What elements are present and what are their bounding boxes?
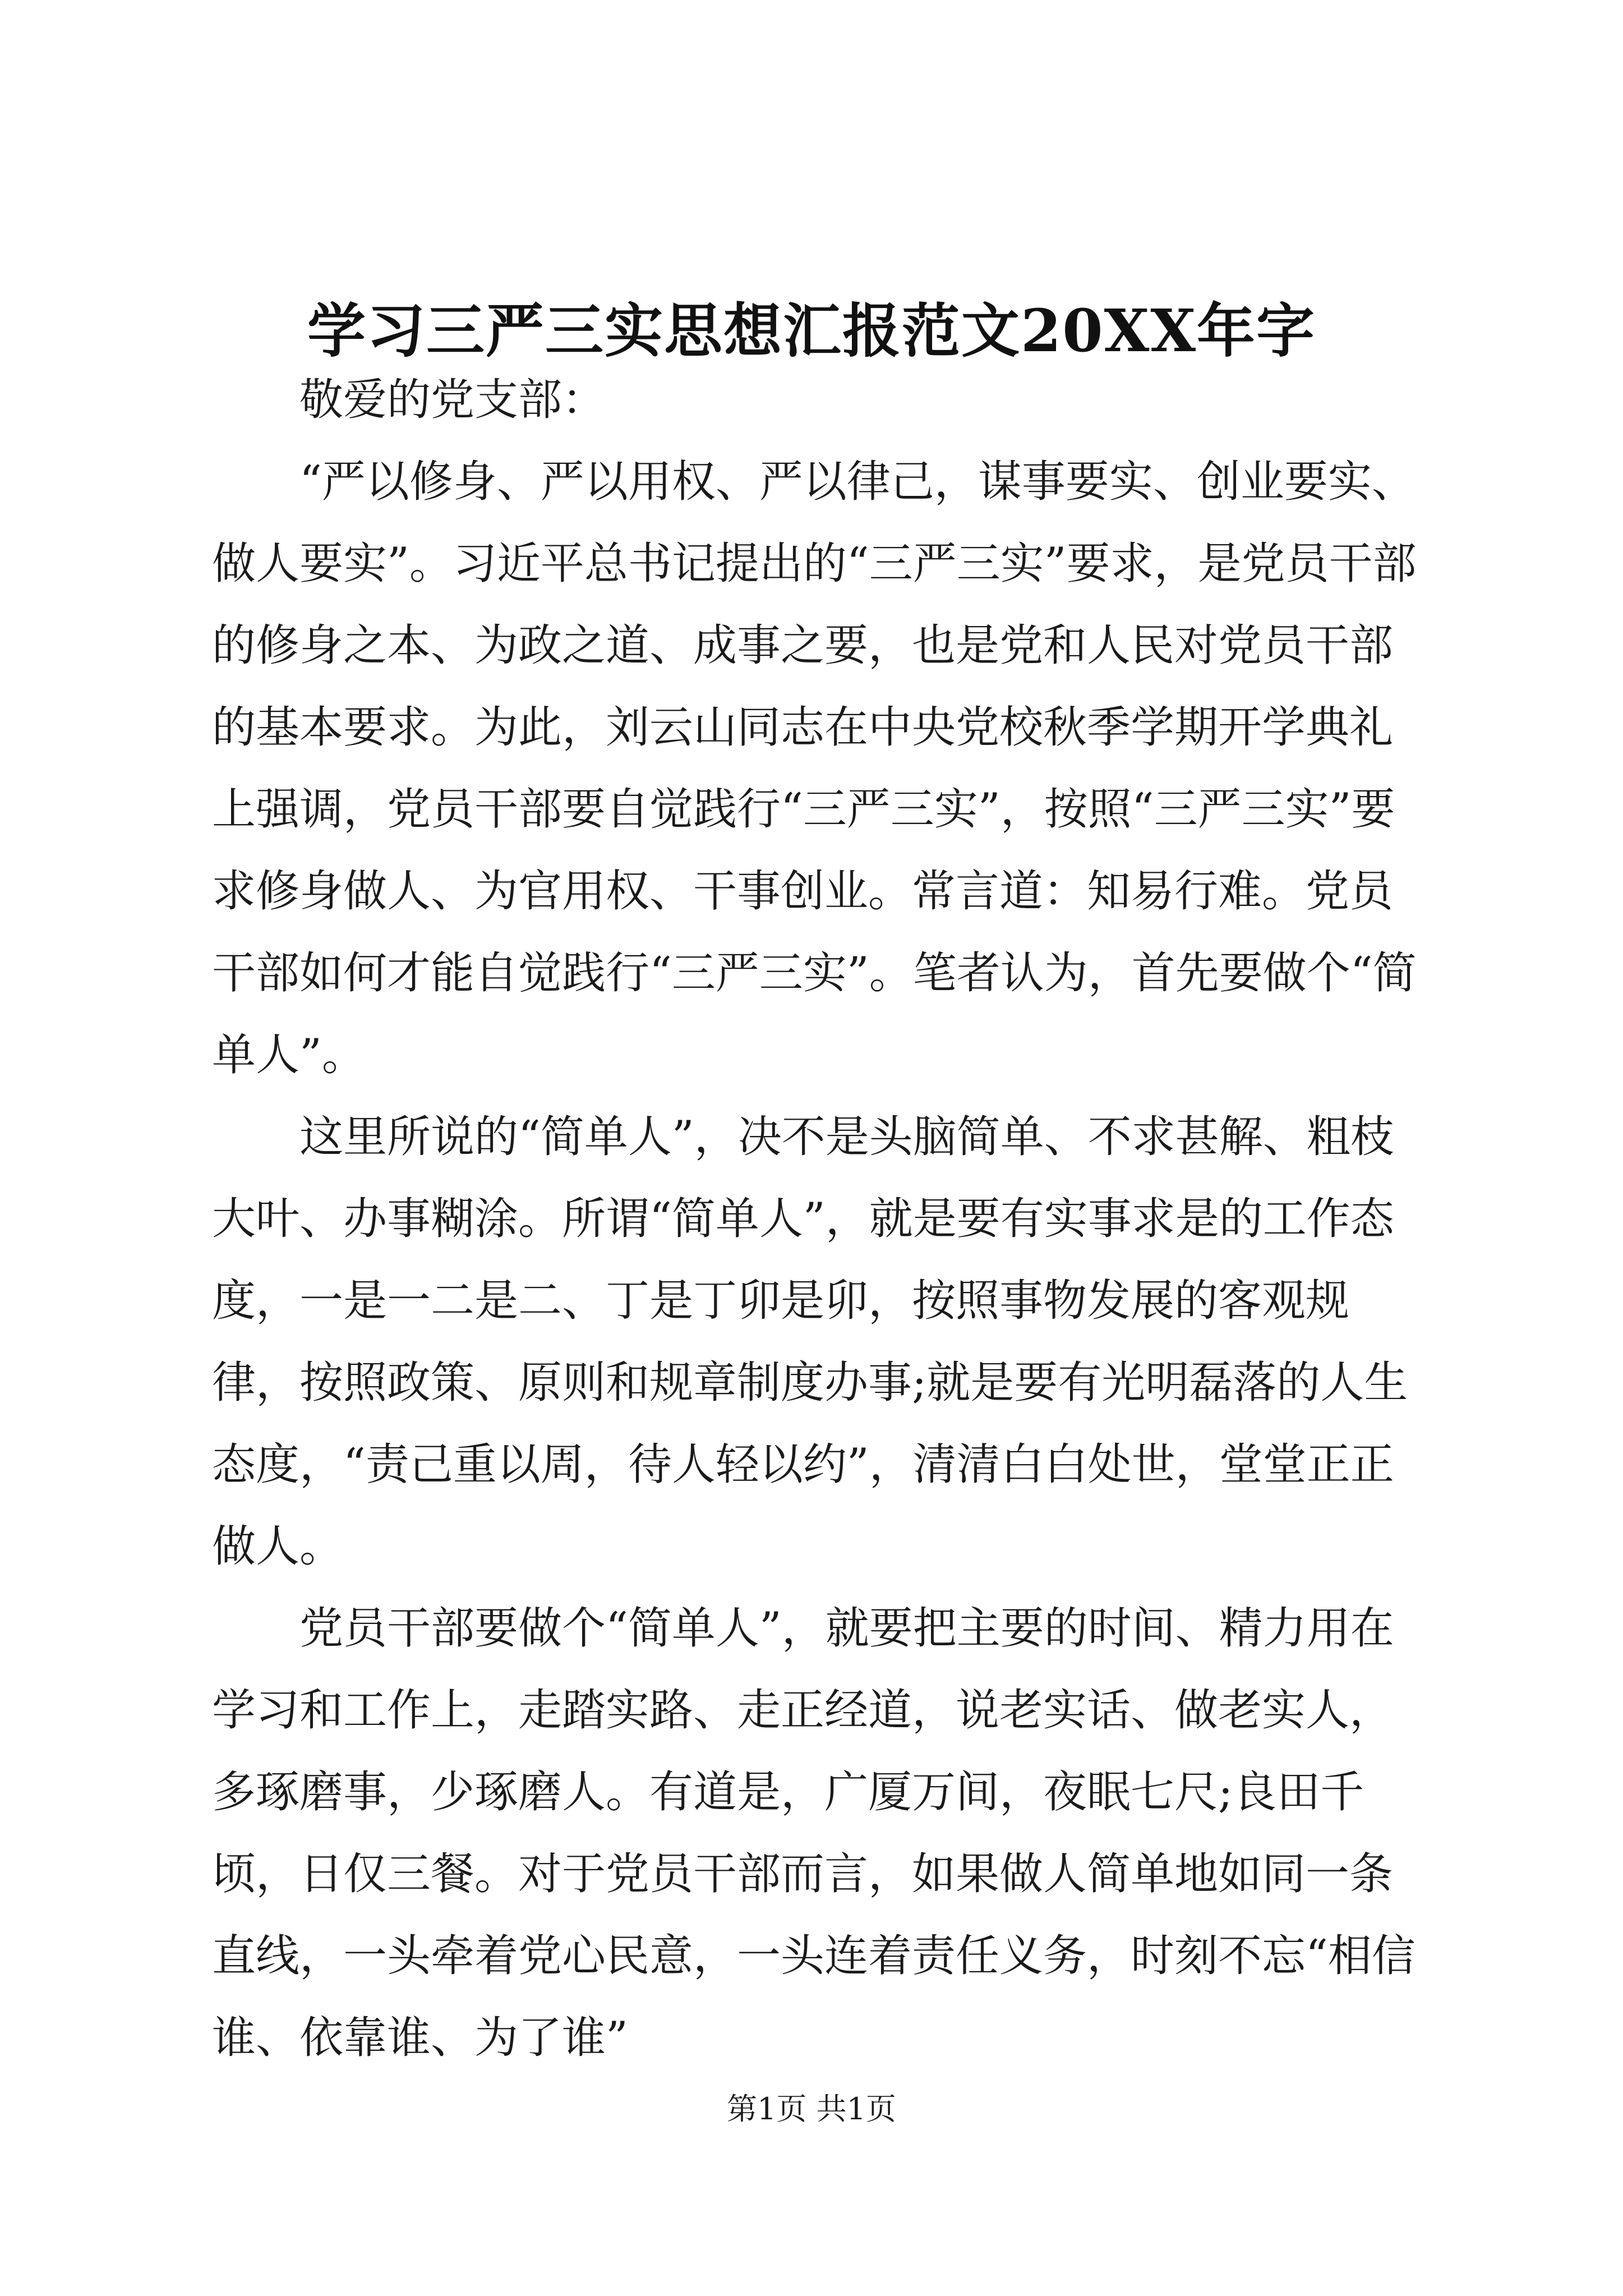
paragraph-1: “严以修身、严以用权、严以律己，谋事要实、创业要实、做人要实”。习近平总书记提出的“三严三实”要求，是党员干部的修身之本、为政之道、成事之要，也是党和人民对党员干部的基本要求。为此，刘云山同志在中央党校秋季学期开学典礼上强调，党员干部要自觉践行“三严三实”，按照“三严三实”要求修身做人、为官用权、干事创业。常言道：知易行难。党员干部如何才能自觉践行“三严三实”。笔者认为，首先要做个“简单人”。 bbox=[212, 457, 1417, 1080]
document-title: 学习三严三实思想汇报范文20XX年字 bbox=[307, 296, 1316, 365]
paragraph-3: 党员干部要做个“简单人”，就要把主要的时间、精力用在学习和工作上，走踏实路、走正经道，说老实话、做老实人，多琢磨事，少琢磨人。有道是，广厦万间，夜眠七尺;良田千顷，日仅三餐。对于党员干部而言，如果做人简单地如同一条直线，一头牵着党心民意，一头连着责任义务，时刻不忘“相信谁、依靠谁、为了谁” bbox=[212, 1603, 1415, 2063]
paragraph-2: 这里所说的“简单人”，决不是头脑简单、不求甚解、粗枝大叶、办事糊涂。所谓“简单人”，就是要有实事求是的工作态度，一是一二是二、丁是丁卯是卯，按照事物发展的客观规律，按照政策、原则和规章制度办事;就是要有光明磊落的人生态度，“责己重以周，待人轻以约”，清清白白处世，堂堂正正做人。 bbox=[212, 1112, 1408, 1572]
page-number-footer: 第1页 共1页 bbox=[727, 2091, 896, 2127]
document-body bbox=[212, 359, 1427, 2079]
salutation: 敬爱的党支部： bbox=[299, 375, 606, 425]
